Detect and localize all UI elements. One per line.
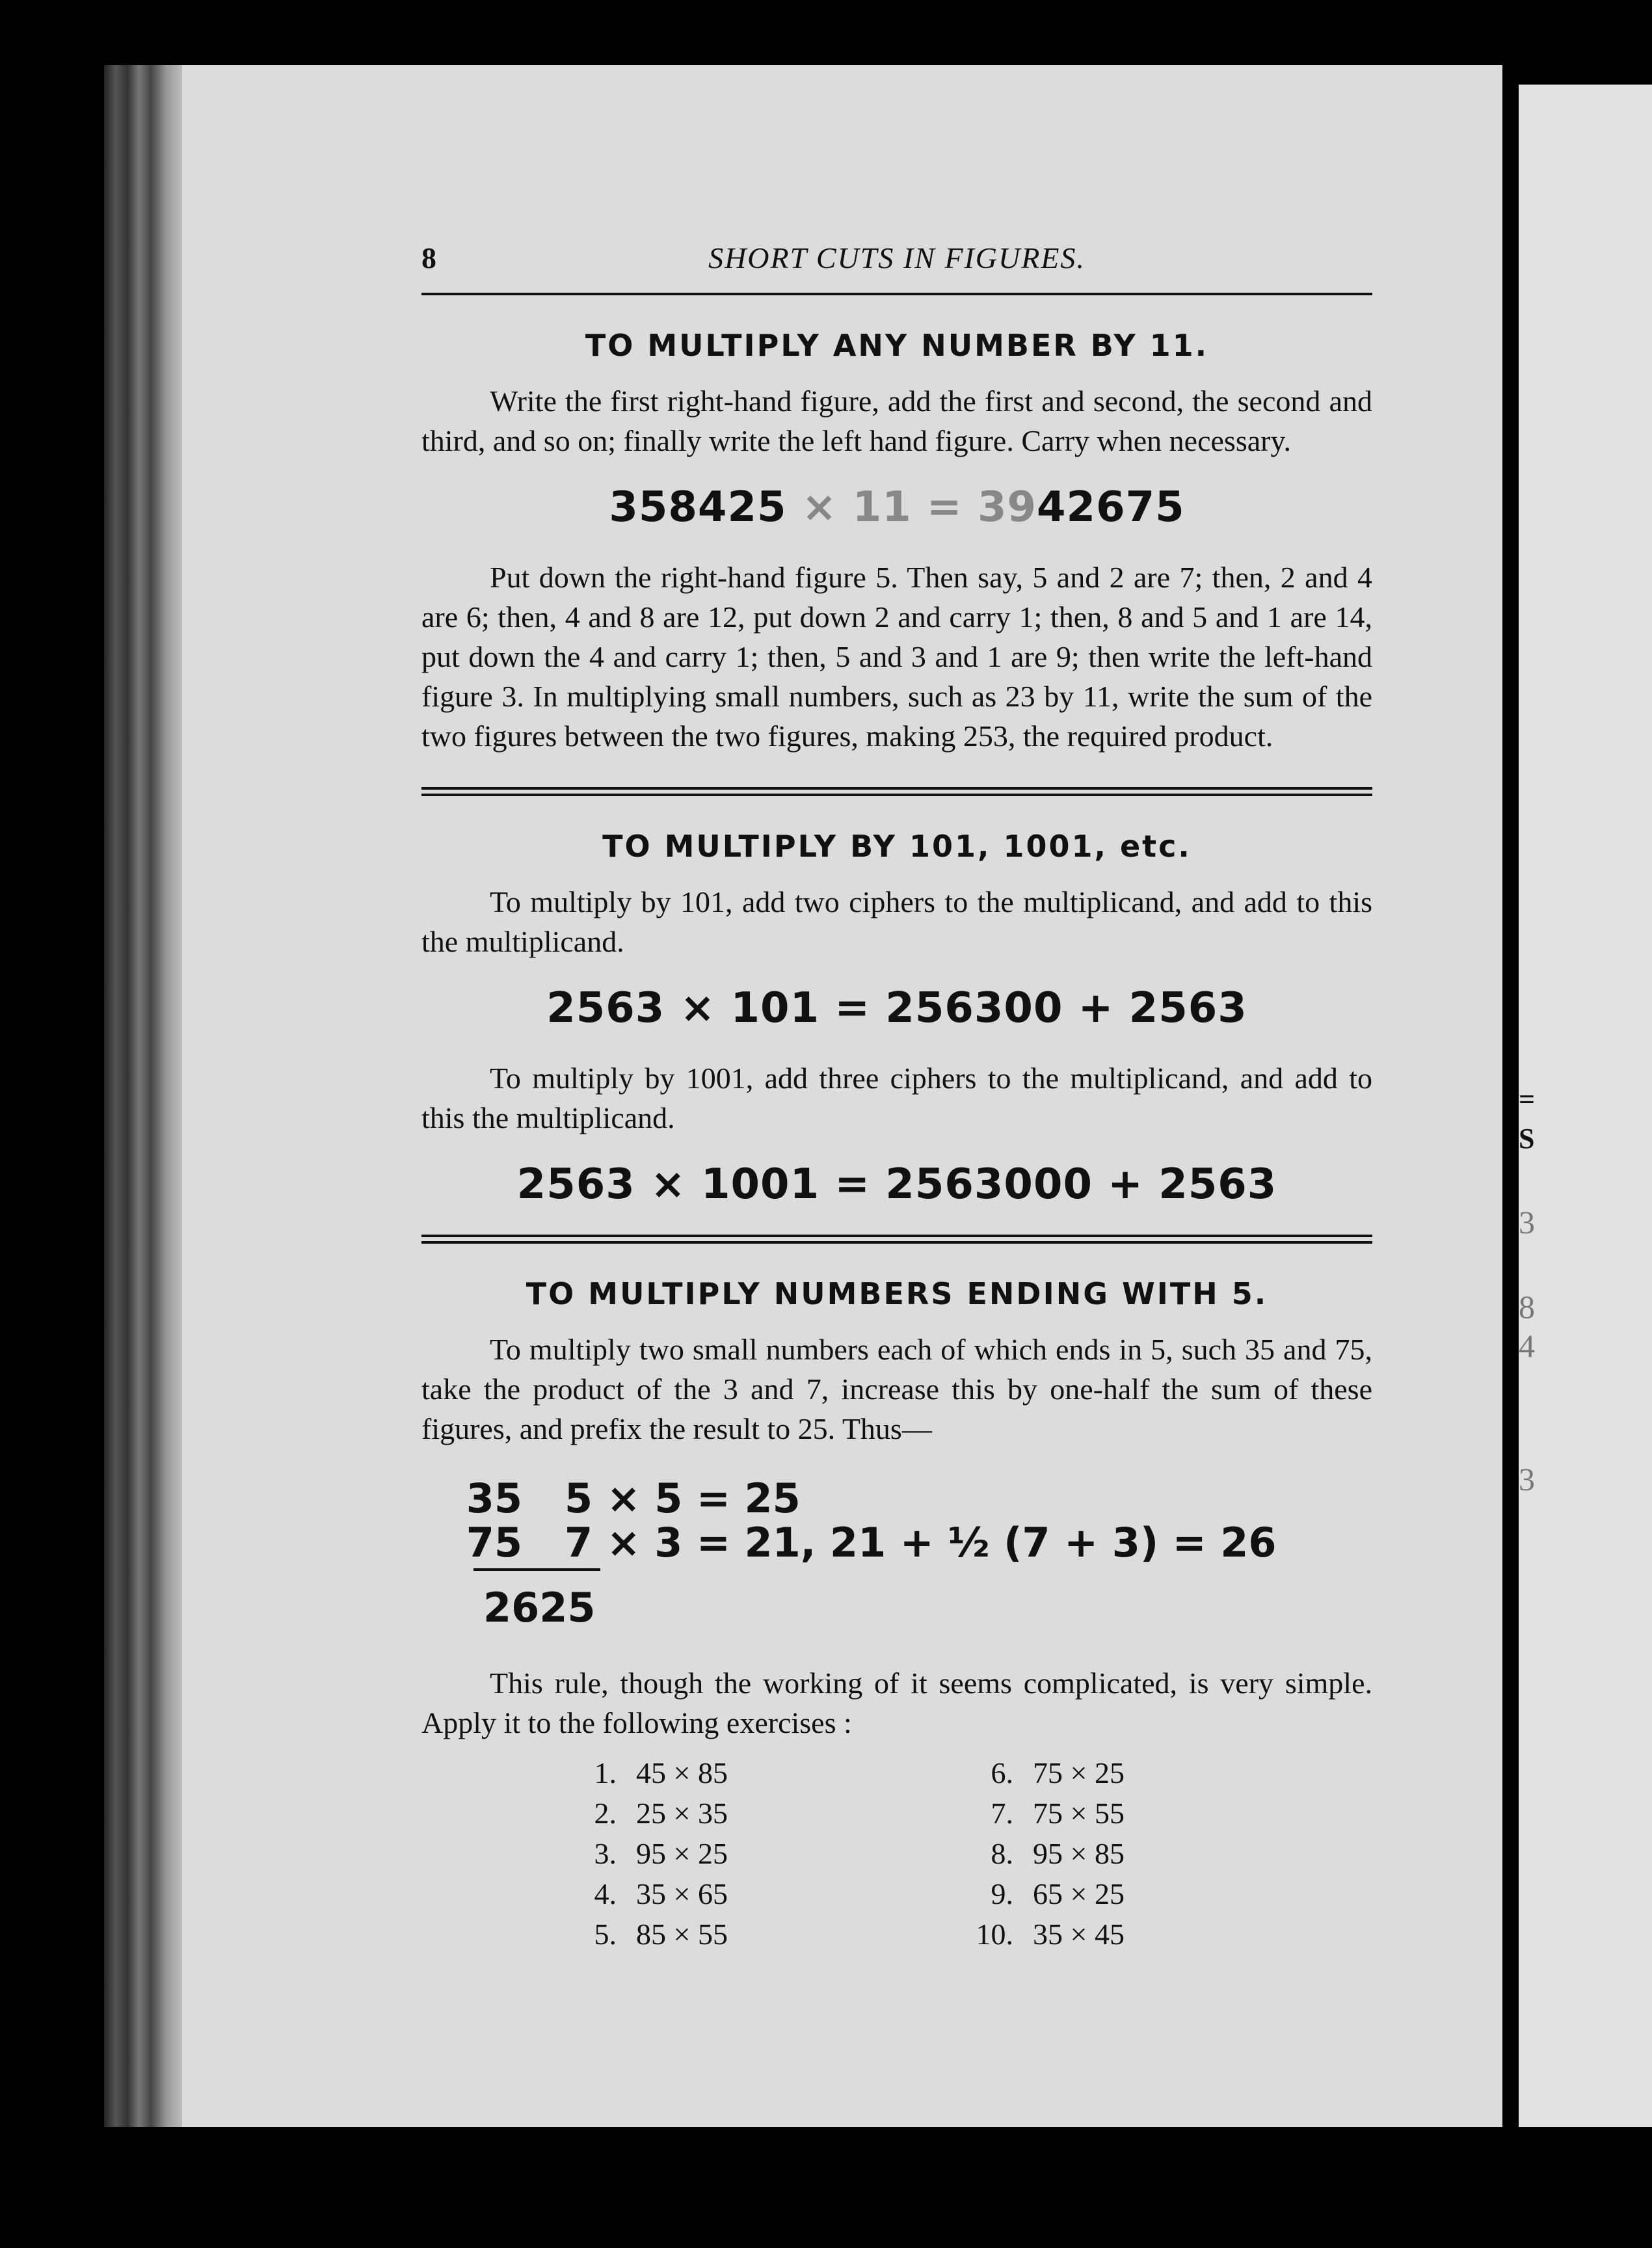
section-heading-numbers-ending-with-5: TO MULTIPLY NUMBERS ENDING WITH 5. bbox=[526, 1276, 1268, 1311]
exercise-number: 3. bbox=[594, 1837, 617, 1870]
section-divider bbox=[421, 1235, 1372, 1244]
exercise-item bbox=[565, 1836, 728, 1871]
exercise-item bbox=[565, 1796, 728, 1830]
formula-part-faded: × 11 = 39 bbox=[801, 483, 1037, 531]
facing-page-fragment: 4 bbox=[1519, 1328, 1535, 1364]
exercise-expression: 25 × 35 bbox=[636, 1797, 728, 1830]
formula-multiply-by-101: 2563 × 101 = 256300 + 2563 bbox=[546, 984, 1247, 1032]
running-head bbox=[421, 234, 1372, 286]
exercise-expression: 35 × 45 bbox=[1033, 1918, 1125, 1951]
worked-multiplier: 75 bbox=[466, 1519, 522, 1566]
section1-intro: Write the first right-hand figure, add the first and second, the second and third, and so on; finally write the left hand figure. Carry when necessary. bbox=[421, 384, 1372, 457]
exercise-number: 5. bbox=[594, 1918, 617, 1951]
formula-multiply-by-1001: 2563 × 1001 = 2563000 + 2563 bbox=[516, 1160, 1277, 1209]
exercise-expression: 35 × 65 bbox=[636, 1877, 728, 1910]
exercise-expression: 45 × 85 bbox=[636, 1756, 728, 1789]
exercise-list bbox=[421, 1756, 1372, 1951]
worked-product: 2625 bbox=[483, 1584, 596, 1631]
exercise-number: 9. bbox=[991, 1877, 1013, 1910]
facing-page-fragment: = bbox=[1519, 1084, 1536, 1116]
exercise-expression: 65 × 25 bbox=[1033, 1877, 1125, 1910]
exercise-number: 8. bbox=[991, 1837, 1013, 1870]
exercise-number: 7. bbox=[991, 1797, 1013, 1830]
exercise-expression: 95 × 25 bbox=[636, 1837, 728, 1870]
page-edge-shadow bbox=[104, 65, 182, 2127]
header-rule bbox=[421, 293, 1372, 295]
exercise-item bbox=[565, 1917, 728, 1951]
worked-line-2 bbox=[421, 1519, 1277, 1566]
running-title: SHORT CUTS IN FIGURES. bbox=[708, 241, 1086, 274]
page-number: 8 bbox=[421, 241, 436, 274]
facing-page-fragment: 3 bbox=[1519, 1461, 1535, 1497]
exercise-number: 4. bbox=[594, 1877, 617, 1910]
worked-step: 7 × 3 = 21, 21 + ½ (7 + 3) = 26 bbox=[565, 1519, 1277, 1566]
formula-part: 358425 bbox=[609, 483, 787, 531]
worked-example bbox=[421, 1475, 1372, 1637]
facing-page-fragment: 3 bbox=[1519, 1204, 1535, 1240]
worked-line-1 bbox=[421, 1475, 801, 1522]
page-content bbox=[421, 234, 1372, 1951]
section3-exercise-intro: This rule, though the working of it seems complicated, is very simple. Apply it to the following exercises : bbox=[421, 1666, 1372, 1739]
scan-top-border bbox=[0, 0, 1652, 62]
exercise-item bbox=[961, 1796, 1125, 1830]
worked-multiplicand: 35 bbox=[466, 1475, 522, 1522]
facing-page-fragment: 8 bbox=[1519, 1289, 1535, 1325]
section-heading-multiply-by-101: TO MULTIPLY BY 101, 1001, etc. bbox=[602, 829, 1192, 864]
formula-part: 42675 bbox=[1037, 483, 1185, 531]
section2-text-101: To multiply by 101, add two ciphers to the multiplicand, and add to this the multiplicand. bbox=[421, 885, 1372, 958]
facing-page-fragment: S bbox=[1519, 1123, 1535, 1155]
facing-page bbox=[1519, 85, 1652, 2127]
exercise-number: 6. bbox=[991, 1756, 1013, 1789]
section2-text-1001: To multiply by 1001, add three ciphers to the multiplicand, and add to this the multiplicand. bbox=[421, 1062, 1372, 1134]
exercise-item bbox=[961, 1917, 1125, 1951]
exercise-item bbox=[565, 1877, 728, 1911]
worked-step: 5 × 5 = 25 bbox=[565, 1475, 801, 1522]
section-divider bbox=[421, 787, 1372, 796]
exercise-number: 10. bbox=[976, 1918, 1013, 1951]
scan-bottom-border bbox=[0, 2127, 1652, 2248]
formula-multiply-by-11 bbox=[421, 483, 1372, 531]
section-heading-multiply-by-11: TO MULTIPLY ANY NUMBER BY 11. bbox=[585, 328, 1209, 363]
exercise-item bbox=[961, 1756, 1125, 1790]
exercise-item bbox=[961, 1877, 1125, 1911]
exercise-item bbox=[961, 1836, 1125, 1871]
exercise-expression: 95 × 85 bbox=[1033, 1837, 1125, 1870]
exercise-expression: 85 × 55 bbox=[636, 1918, 728, 1951]
sum-rule bbox=[473, 1568, 600, 1571]
exercise-item bbox=[565, 1756, 728, 1790]
section1-explanation: Put down the right-hand figure 5. Then say, 5 and 2 are 7; then, 2 and 4 are 6; then, 4 and 8 are 12, put down 2 and carry 1; then, 8 and 5 and 1 are 14, put down the 4 and carry 1; then, 5 and 3 and 1 are 9; then write the left-hand figure 3. In multiplying small numbers, such as 23 by 11, write the sum of the two figures between the two figures, making 253, the required product. bbox=[421, 561, 1372, 753]
exercise-expression: 75 × 55 bbox=[1033, 1797, 1125, 1830]
exercise-number: 2. bbox=[594, 1797, 617, 1830]
exercise-expression: 75 × 25 bbox=[1033, 1756, 1125, 1789]
exercise-number: 1. bbox=[594, 1756, 617, 1789]
section3-text: To multiply two small numbers each of which ends in 5, such 35 and 75, take the product of the 3 and 7, increase this by one-half the sum of these figures, and prefix the result to 25. Thus— bbox=[421, 1333, 1372, 1445]
